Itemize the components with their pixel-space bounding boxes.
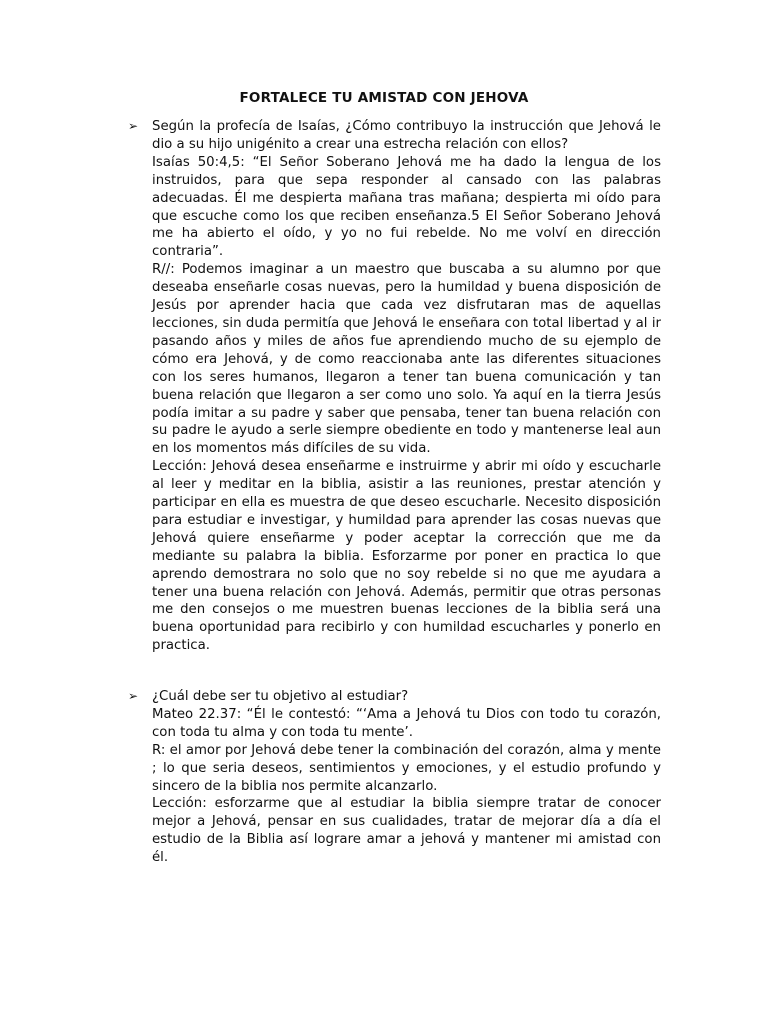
section-2-question: ¿Cuál debe ser tu objetivo al estudiar?	[152, 689, 409, 704]
section-1	[128, 118, 661, 655]
section-2-scripture: Mateo 22.37: “Él le contestó: “‘Ama a Jehová tu Dios con todo tu corazón, con toda tu alma y con toda tu mente’.	[152, 706, 661, 740]
section-2	[128, 688, 661, 867]
section-2-answer: R: el amor por Jehová debe tener la combinación del corazón, alma y mente ; lo que seria deseos, sentimientos y emociones, y el estudio profundo y sincero de la biblia nos permite alcanzarlo.	[152, 742, 661, 794]
arrow-bullet-icon: ➢	[128, 119, 139, 133]
section-1-scripture: Isaías 50:4,5: “El Señor Soberano Jehová me ha dado la lengua de los instruidos, para que sepa responder al cansado con las palabras adecuadas. Él me despierta mañana tras mañana; despierta mi oído para que escuche como los que reciben enseñanza.5 El Señor Soberano Jehová me ha abierto el oído, y yo no fui rebelde. No me volví en dirección contraria”.	[152, 154, 661, 260]
section-2-lesson: Lección: esforzarme que al estudiar la biblia siempre tratar de conocer mejor a Jehová, pensar en sus cualidades, tratar de mejorar día a día el estudio de la Biblia así lograre amar a jehová y mantener mi amistad con él.	[152, 796, 661, 866]
section-1-question: Según la profecía de Isaías, ¿Cómo contribuyo la instrucción que Jehová le dio a su hijo unigénito a crear una estrecha relación con ellos?	[152, 119, 661, 152]
section-1-lesson: Lección: Jehová desea enseñarme e instruirme y abrir mi oído y escucharle al leer y meditar en la biblia, asistir a las reuniones, prestar atención y participar en ella es muestra de que deseo escucharle. Necesito disposición para estudiar e investigar, y humildad para aprender las cosas nuevas que Jehová quiere enseñarme y poder aceptar la corrección que me da mediante su palabra la biblia. Esforzarme por poner en practica lo que aprendo demostrara no solo que no soy rebelde si no que me ayudara a tener una buena relación con Jehová. Además, permitir que otras personas me den consejos o me muestren buenas lecciones de la biblia será una buena oportunidad para recibirlo y con humildad escucharles y ponerlo en practica.	[152, 459, 661, 654]
section-1-answer: R//: Podemos imaginar a un maestro que buscaba a su alumno por que deseaba enseñarle cosas nuevas, pero la humildad y buena disposición de Jesús por aprender hacia que cada vez disfrutaran mas de aquellas lecciones, sin duda permitía que Jehová le enseñara con total libertad y al ir pasando años y miles de años fue aprendiendo mucho de su ejemplo de cómo era Jehová, y de como reaccionaba ante las diferentes situaciones con los seres humanos, llegaron a tener tan buena comunicación y tan buena relación que llegaron a ser como uno solo. Ya aquí en la tierra Jesús podía imitar a su padre y saber que pensaba, tener tan buena relación con su padre le ayudo a serle siempre obediente en todo y mantenerse leal aun en los momentos más difíciles de su vida.	[152, 262, 661, 457]
arrow-bullet-icon: ➢	[128, 689, 139, 703]
document-title: FORTALECE TU AMISTAD CON JEHOVA	[239, 90, 529, 106]
